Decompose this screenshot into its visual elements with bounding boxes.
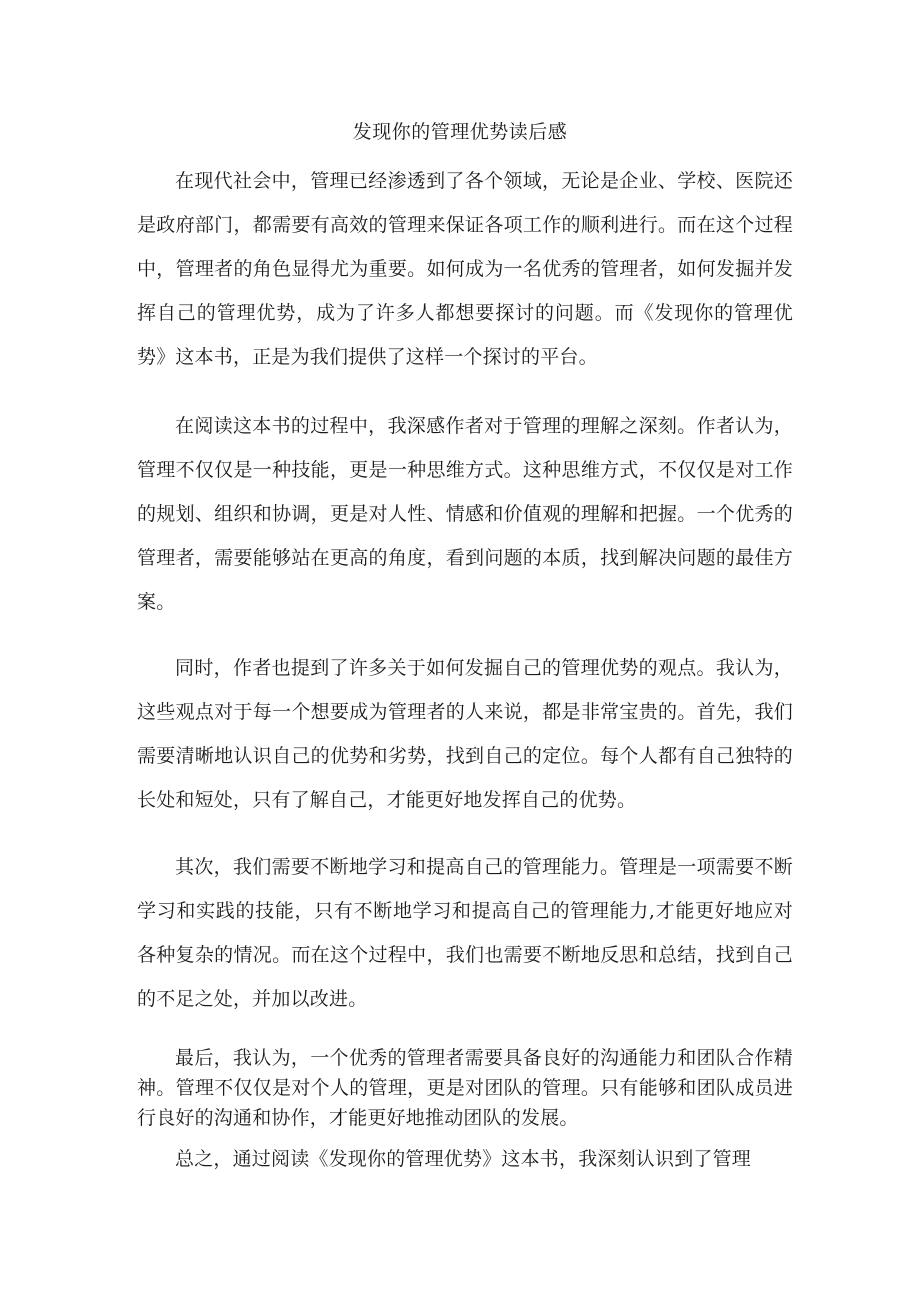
paragraph-6: 总之，通过阅读《发现你的管理优势》这本书，我深刻认识到了管理 [175, 1148, 752, 1170]
paragraph-5: 最后，我认为，一个优秀的管理者需要具备良好的沟通能力和团队合作精神。管理不仅仅是对个人的管理，更是对团队的管理。只有能够和团队成员进行良好的沟通和协作，才能更好地推动团队的发展。 [137, 1047, 793, 1129]
document-title: 发现你的管理优势读后感 [352, 121, 568, 143]
paragraph-3: 同时，作者也提到了许多关于如何发掘自己的管理优势的观点。我认为，这些观点对于每一个想要成为管理者的人来说，都是非常宝贵的。首先，我们需要清晰地认识自己的优势和劣势，找到自己的定位。每个人都有自己独特的长处和短处，只有了解自己，才能更好地发挥自己的优势。 [137, 657, 793, 811]
paragraph-2: 在阅读这本书的过程中，我深感作者对于管理的理解之深刻。作者认为，管理不仅仅是一种技能，更是一种思维方式。这种思维方式，不仅仅是对工作的规划、组织和协调，更是对人性、情感和价值观的理解和把握。一个优秀的管理者，需要能够站在更高的角度，看到问题的本质，找到解决问题的最佳方案。 [137, 415, 793, 613]
paragraph-4: 其次，我们需要不断地学习和提高自己的管理能力。管理是一项需要不断学习和实践的技能，只有不断地学习和提高自己的管理能力,才能更好地应对各种复杂的情况。而在这个过程中，我们也需要不断地反思和总结，找到自己的不足之处，并加以改进。 [137, 856, 793, 1010]
paragraph-1: 在现代社会中，管理已经渗透到了各个领域，无论是企业、学校、医院还是政府部门，都需要有高效的管理来保证各项工作的顺利进行。而在这个过程中，管理者的角色显得尤为重要。如何成为一名优秀的管理者，如何发掘并发挥自己的管理优势，成为了许多人都想要探讨的问题。而《发现你的管理优势》这本书，正是为我们提供了这样一个探讨的平台。 [137, 170, 793, 368]
